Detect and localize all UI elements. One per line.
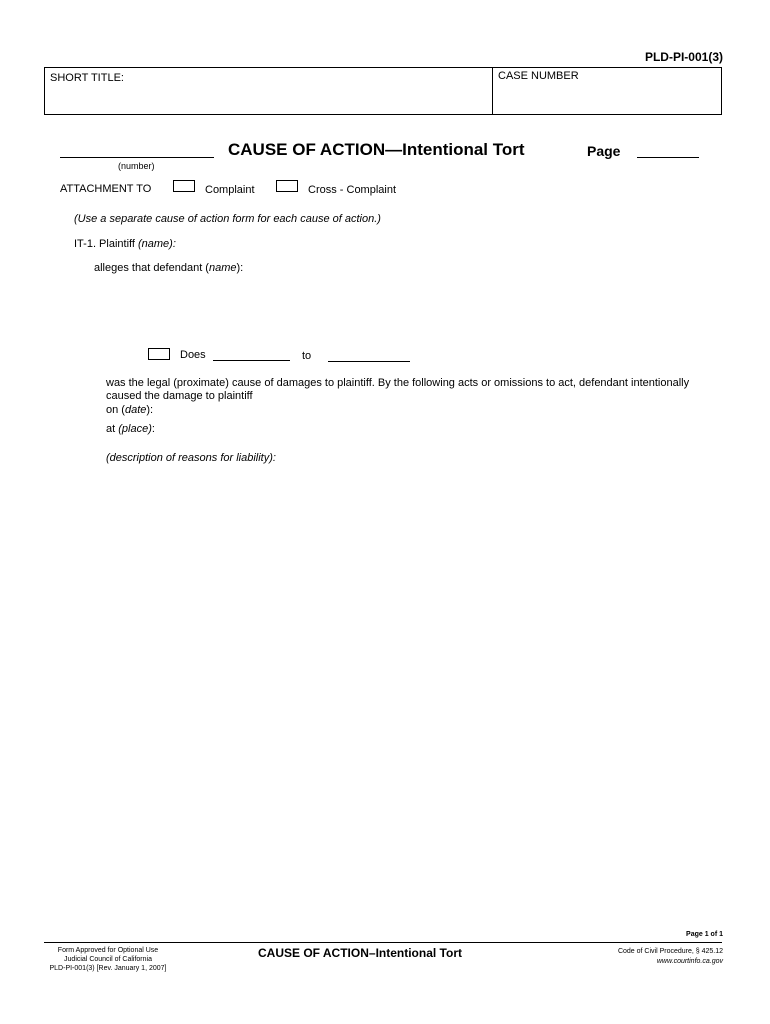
- page-field-line[interactable]: [637, 157, 699, 158]
- on-suffix: ):: [146, 404, 154, 416]
- at-place-label: [106, 423, 155, 435]
- number-field-line[interactable]: [60, 157, 214, 158]
- footer-website-link[interactable]: www.courtinfo.ca.gov: [656, 958, 723, 965]
- does-label: Does: [180, 349, 206, 361]
- footer-divider: [44, 942, 722, 943]
- at-suffix: :: [151, 423, 155, 435]
- cross-complaint-label: Cross - Complaint: [308, 184, 397, 196]
- does-checkbox[interactable]: [148, 348, 170, 360]
- number-label: (number): [118, 161, 155, 171]
- page-title: CAUSE OF ACTION—Intentional Tort: [228, 140, 525, 159]
- does-from-field-line[interactable]: [213, 360, 290, 361]
- alleges-name-hint: name: [208, 262, 237, 274]
- attachment-label: ATTACHMENT TO: [60, 183, 152, 195]
- footer-revision-line: PLD-PI-001(3) [Rev. January 1, 2007]: [49, 965, 167, 972]
- legal-cause-text: was the legal (proximate) cause of damages to plaintiff. By the following acts or omissions to act, defendant intentionally caused the damage to plaintiff: [106, 377, 690, 402]
- on-date-hint: date: [124, 404, 147, 416]
- alleges-prefix: alleges that defendant (: [94, 262, 209, 274]
- instruction-note: (Use a separate cause of action form for each cause of action.): [74, 213, 381, 225]
- page-label: Page: [587, 143, 621, 159]
- footer-approval: [44, 946, 172, 973]
- page-count: Page 1 of 1: [686, 931, 723, 938]
- on-date-label: [106, 404, 153, 416]
- on-prefix: on (: [106, 404, 125, 416]
- footer-approval-line: Form Approved for Optional Use: [57, 947, 159, 954]
- plaintiff-label: [74, 238, 176, 250]
- case-number-label: CASE NUMBER: [498, 70, 579, 82]
- form-id: PLD-PI-001(3): [644, 50, 723, 64]
- complaint-checkbox[interactable]: [173, 180, 195, 192]
- short-title-label: SHORT TITLE:: [50, 72, 124, 84]
- to-label: to: [302, 350, 312, 362]
- header-divider: [492, 67, 493, 115]
- cross-complaint-checkbox[interactable]: [276, 180, 298, 192]
- does-to-field-line[interactable]: [328, 361, 410, 362]
- footer-code-line: Code of Civil Procedure, § 425.12: [617, 948, 723, 955]
- footer-title: CAUSE OF ACTION–Intentional Tort: [258, 946, 462, 960]
- plaintiff-prefix: IT-1. Plaintiff: [74, 238, 138, 250]
- header-box: [44, 67, 722, 115]
- alleges-label: [94, 262, 243, 274]
- at-place-hint: (place): [118, 423, 152, 435]
- alleges-suffix: ):: [236, 262, 244, 274]
- description-label: (description of reasons for liability):: [106, 452, 276, 464]
- at-prefix: at: [106, 423, 119, 435]
- complaint-label: Complaint: [205, 184, 255, 196]
- footer-council-line: Judicial Council of California: [64, 956, 152, 963]
- footer-citation: [618, 947, 723, 967]
- plaintiff-name-hint: (name):: [138, 238, 176, 250]
